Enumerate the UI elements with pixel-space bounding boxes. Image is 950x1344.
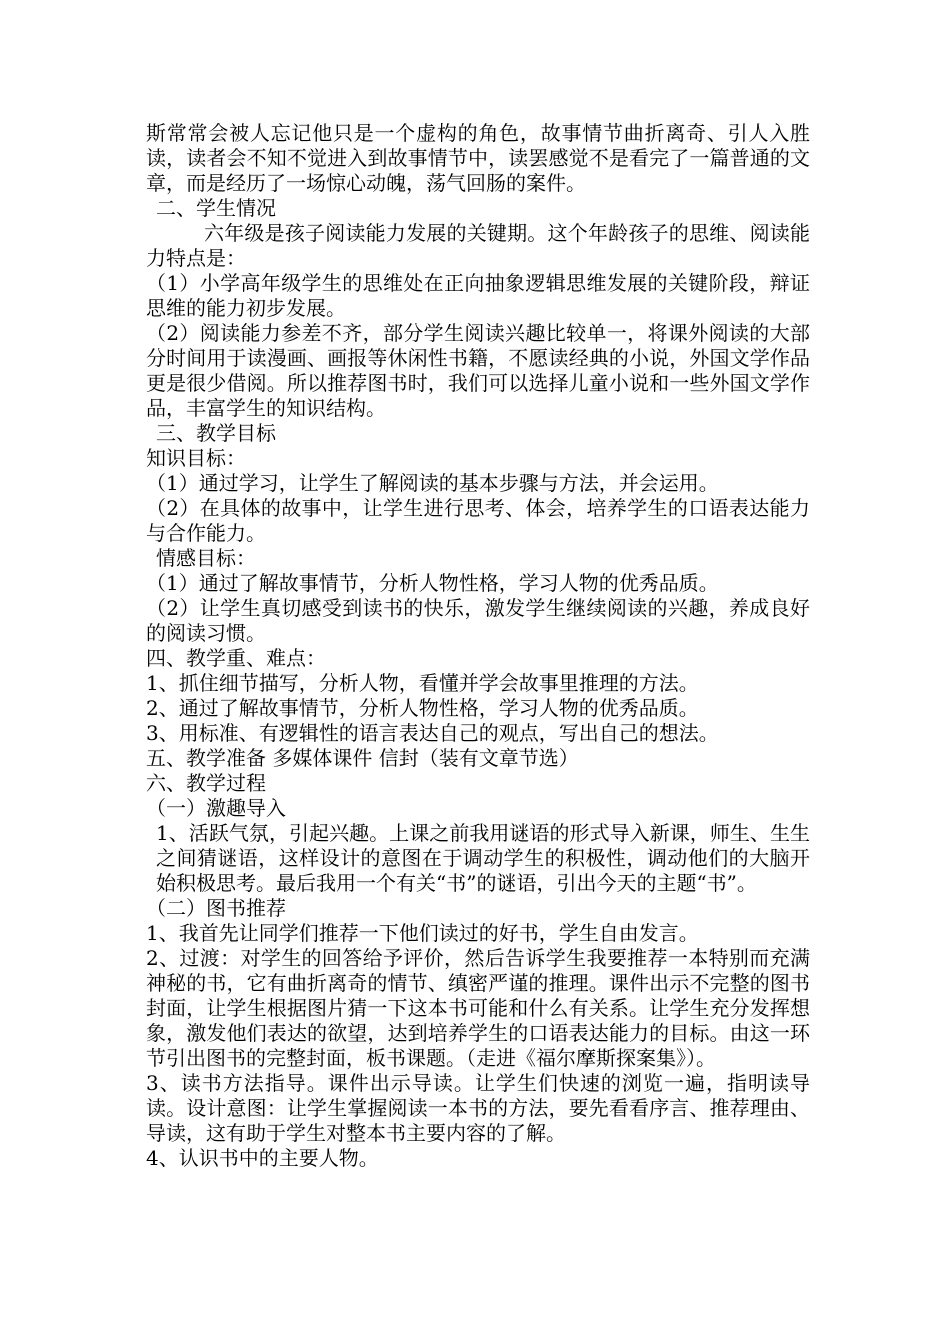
key-point-1: 1、抓住细节描写，分析人物，看懂并学会故事里推理的方法。 (146, 671, 699, 695)
subheading-knowledge-goals: 知识目标： (146, 446, 246, 470)
knowledge-goal-2: （2）在具体的故事中，让学生进行思考、体会，培养学生的口语表达能力与合作能力。 (146, 496, 810, 545)
paragraph-grade-six: 六年级是孩子阅读能力发展的关键期。这个年龄孩子的思维、阅读能力特点是： (146, 221, 810, 270)
key-point-2: 2、通过了解故事情节，分析人物性格，学习人物的优秀品质。 (146, 696, 699, 720)
paragraph-intro-continuation: 斯常常会被人忘记他只是一个虚构的角色，故事情节曲折离奇、引人入胜读，读者会不知不觉进入到故事情节中，读罢感觉不是看完了一篇普通的文章，而是经历了一场惊心动魄，荡气回肠的案件。 (146, 121, 810, 195)
emotion-goal-2: （2）让学生真切感受到读书的快乐，激发学生继续阅读的兴趣，养成良好的阅读习惯。 (146, 596, 810, 645)
paragraph-riddle-intro: 1、活跃气氛，引起兴趣。上课之前我用谜语的形式导入新课，师生、生生之间猜谜语，这样设计的意图在于调动学生的积极性，调动他们的大脑开始积极思考。最后我用一个有关“书”的谜语，引出今天的主题“书”。 (156, 821, 810, 895)
section-heading-preparation: 五、教学准备 多媒体课件 信封（装有文章节选） (146, 746, 579, 770)
section-heading-key-points: 四、教学重、难点： (146, 646, 326, 670)
subheading-book-recommendation: （二）图书推荐 (146, 896, 286, 920)
paragraph-thinking-point-1: （1）小学高年级学生的思维处在正向抽象逻辑思维发展的关键阶段，辩证思维的能力初步发展。 (146, 271, 810, 320)
subheading-emotion-goals: 情感目标： (156, 546, 256, 570)
section-heading-process: 六、教学过程 (146, 771, 266, 795)
paragraph-reading-point-2: （2）阅读能力参差不齐，部分学生阅读兴趣比较单一，将课外阅读的大部分时间用于读漫画、画报等休闲性书籍，不愿读经典的小说，外国文学作品更是很少借阅。所以推荐图书时，我们可以选择儿童小说和一些外国文学作品，丰富学生的知识结构。 (146, 321, 810, 420)
document-body (146, 121, 810, 1171)
section-heading-student-situation: 二、学生情况 (156, 196, 276, 220)
emotion-goal-1: （1）通过了解故事情节，分析人物性格，学习人物的优秀品质。 (146, 571, 719, 595)
recommendation-step-3: 3、读书方法指导。课件出示导读。让学生们快速的浏览一遍，指明读导读。设计意图：让学生掌握阅读一本书的方法，要先看看序言、推荐理由、导读，这有助于学生对整本书主要内容的了解。 (146, 1071, 810, 1145)
subheading-introduction: （一）激趣导入 (146, 796, 286, 820)
knowledge-goal-1: （1）通过学习，让学生了解阅读的基本步骤与方法，并会运用。 (146, 471, 719, 495)
recommendation-step-2: 2、过渡：对学生的回答给予评价，然后告诉学生我要推荐一本特别而充满神秘的书，它有曲折离奇的情节、缜密严谨的推理。课件出示不完整的图书封面，让学生根据图片猜一下这本书可能和什么有关系。让学生充分发挥想象，激发他们表达的欲望，达到培养学生的口语表达能力的目标。由这一环节引出图书的完整封面，板书课题。（走进《福尔摩斯探案集》）。 (146, 946, 810, 1070)
recommendation-step-4: 4、认识书中的主要人物。 (146, 1146, 379, 1170)
section-heading-teaching-goals: 三、教学目标 (156, 421, 276, 445)
recommendation-step-1: 1、我首先让同学们推荐一下他们读过的好书，学生自由发言。 (146, 921, 699, 945)
key-point-3: 3、用标准、有逻辑性的语言表达自己的观点，写出自己的想法。 (146, 721, 719, 745)
